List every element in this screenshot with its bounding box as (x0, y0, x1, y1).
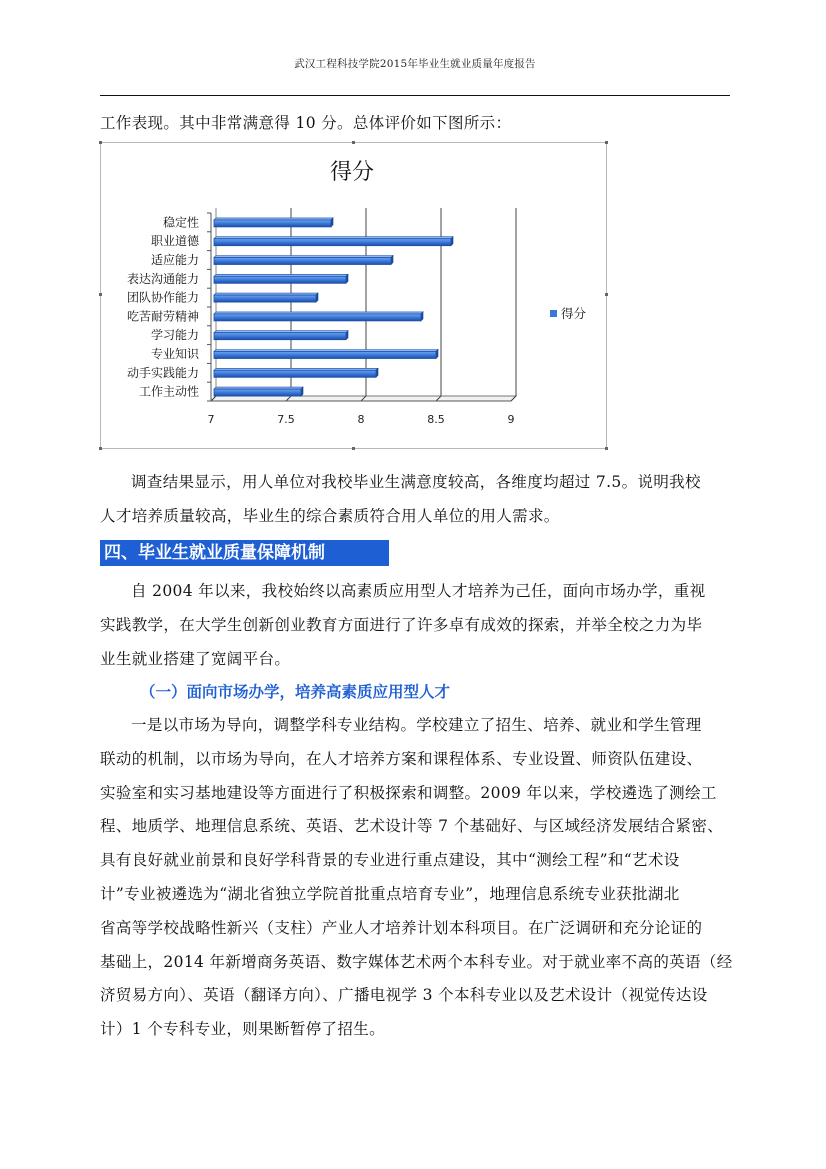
body-line: 具有良好就业前景和良好学科背景的专业进行重点建设，其中“测绘工程”和“艺术设 (100, 851, 680, 870)
resize-handle-left[interactable] (99, 293, 102, 296)
resize-handle-top-right[interactable] (605, 141, 608, 144)
y-tick-label: 稳定性 (162, 215, 199, 230)
bar (214, 370, 376, 377)
x-tick-label: 8.5 (427, 413, 445, 426)
y-tick-label: 团队协作能力 (126, 290, 199, 305)
body-line: 程、地质学、地理信息系统、英语、艺术设计等 7 个基础好、与区域经济发展结合紧密、 (100, 817, 724, 836)
bar (214, 295, 316, 302)
plot-area (127, 208, 516, 426)
page-header: 武汉工程科技学院2015年毕业生就业质量年度报告 (294, 58, 536, 70)
body-line: 计）1 个专科专业，则果断暂停了招生。 (100, 1020, 385, 1039)
body-line: 实验室和实习基地建设等方面进行了积极探索和调整。2009 年以来，学校遴选了测绘工 (100, 783, 717, 802)
body-line: 省高等学校战略性新兴（支柱）产业人才培养计划本科项目。在广泛调研和充分论证的 (100, 918, 703, 937)
y-tick-label: 工作主动性 (138, 384, 199, 399)
legend-swatch (550, 310, 557, 317)
resize-handle-bottom[interactable] (352, 447, 355, 450)
section-intro-line: 自 2004 年以来，我校始终以高素质应用型人才培养为己任，面向市场办学，重视 (131, 582, 706, 600)
chart-title: 得分 (329, 160, 375, 185)
resize-handle-right[interactable] (605, 293, 608, 296)
section-intro-paragraph (100, 574, 730, 676)
x-tick-label: 9 (507, 413, 515, 426)
resize-handle-bottom-right[interactable] (605, 447, 608, 450)
y-tick-label: 表达沟通能力 (126, 271, 199, 286)
body-line: 济贸易方向）、英语（翻译方向）、广播电视学 3 个本科专业以及艺术设计（视觉传达设 (100, 986, 708, 1005)
result-paragraph (100, 470, 730, 528)
x-tick-label: 8 (357, 413, 365, 426)
header-divider (100, 95, 730, 96)
result-line: 调查结果显示，用人单位对我校毕业生满意度较高，各维度均超过 7.5。说明我校 (131, 473, 701, 491)
body-paragraph (100, 709, 733, 1047)
body-line: 计”专业被遴选为“湖北省独立学院首批重点培育专业”，地理信息系统专业获批湖北 (100, 884, 680, 903)
y-tick-label: 动手实践能力 (126, 365, 199, 380)
section-heading: 四、毕业生就业质量保障机制 (100, 540, 389, 566)
score-chart[interactable] (100, 142, 607, 449)
bar (214, 258, 391, 265)
resize-handle-bottom-left[interactable] (99, 447, 102, 450)
result-line: 人才培养质量较高，毕业生的综合素质符合用人单位的用人需求。 (100, 507, 560, 525)
section-intro-line: 实践教学，在大学生创新创业教育方面进行了许多卓有成效的探索，并举全校之力为毕 (100, 616, 703, 634)
bar (214, 220, 331, 227)
x-tick-label: 7 (207, 413, 215, 426)
x-tick-label: 7.5 (277, 413, 295, 426)
body-line: 联动的机制，以市场为导向，在人才培养方案和课程体系、专业设置、师资队伍建设、 (100, 749, 703, 768)
body-line: 基础上，2014 年新增商务英语、数字媒体艺术两个本科专业。对于就业率不高的英语（经 (100, 952, 733, 971)
intro-paragraph: 工作表现。其中非常满意得 10 分。总体评价如下图所示： (100, 114, 512, 132)
bar (214, 239, 451, 246)
section-intro-line: 业生就业搭建了宽阔平台。 (100, 650, 291, 668)
bar (214, 314, 421, 321)
y-tick-label: 职业道德 (150, 234, 199, 249)
legend-label: 得分 (561, 306, 587, 321)
bar (214, 333, 346, 340)
y-tick-label: 专业知识 (150, 347, 199, 361)
bar (214, 352, 436, 359)
body-line: 一是以市场为导向，调整学科专业结构。学校建立了招生、培养、就业和学生管理 (131, 716, 702, 734)
score-chart-svg (101, 143, 606, 448)
resize-handle-top-left[interactable] (99, 141, 102, 144)
y-tick-label: 吃苦耐劳精神 (126, 309, 199, 324)
y-tick-label: 适应能力 (150, 253, 199, 267)
resize-handle-top[interactable] (352, 141, 355, 144)
bar (214, 389, 301, 396)
y-tick-label: 学习能力 (150, 328, 199, 343)
bar (214, 276, 346, 283)
subsection-heading: （一）面向市场办学，培养高素质应用型人才 (140, 683, 451, 701)
